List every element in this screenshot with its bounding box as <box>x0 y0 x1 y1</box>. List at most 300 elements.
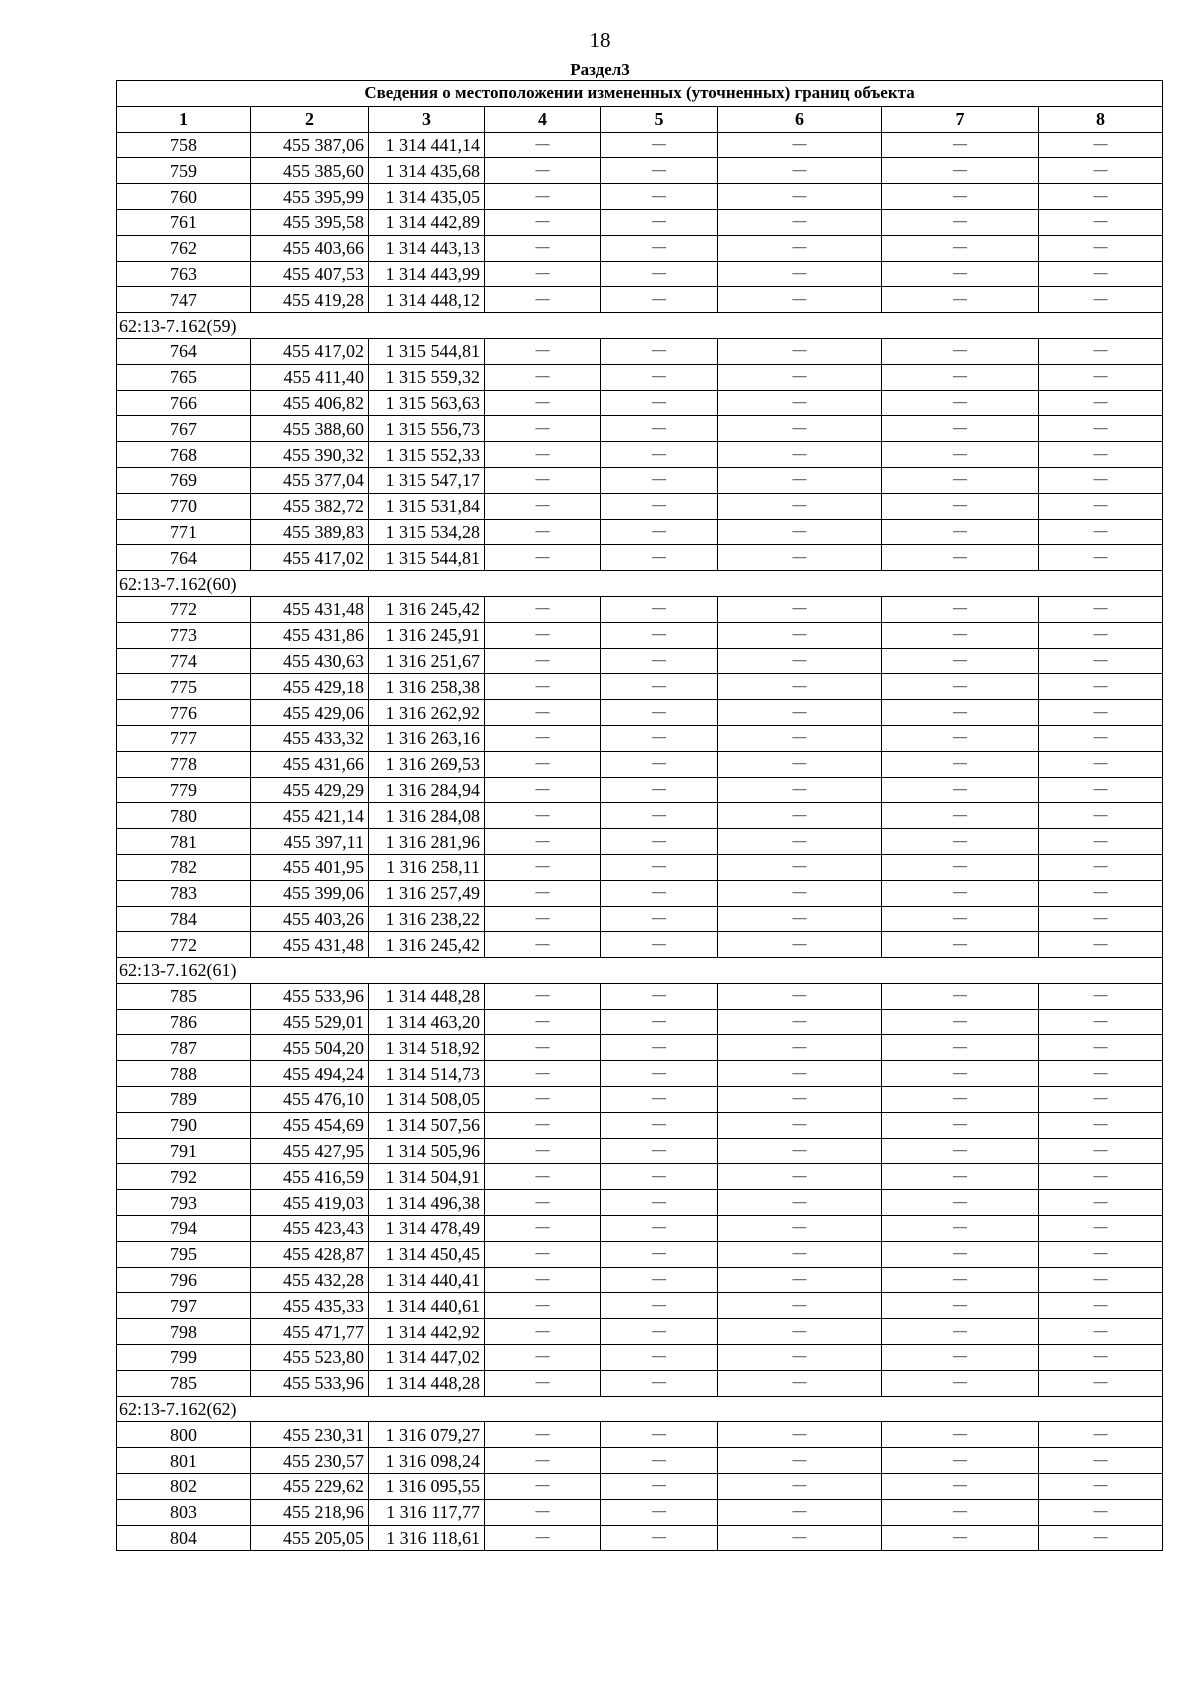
empty-value-dash: — <box>718 1267 882 1293</box>
column-header: 2 <box>251 106 369 132</box>
table-body <box>117 132 1163 1551</box>
table-row <box>117 1216 1163 1242</box>
coordinate-y: 1 314 505,96 <box>369 1138 485 1164</box>
point-number: 788 <box>117 1061 251 1087</box>
coordinate-y: 1 315 544,81 <box>369 338 485 364</box>
empty-value-dash: — <box>1039 235 1163 261</box>
empty-value-dash: — <box>485 1448 601 1474</box>
empty-value-dash: — <box>1039 1241 1163 1267</box>
empty-value-dash: — <box>485 1035 601 1061</box>
empty-value-dash: — <box>485 442 601 468</box>
table-row <box>117 287 1163 313</box>
coordinate-x: 455 395,99 <box>251 184 369 210</box>
coordinate-y: 1 316 245,42 <box>369 596 485 622</box>
point-number: 772 <box>117 932 251 958</box>
empty-value-dash: — <box>1039 829 1163 855</box>
table-row <box>117 1009 1163 1035</box>
boundary-coordinates-table <box>116 80 1163 1551</box>
empty-value-dash: — <box>601 648 718 674</box>
empty-value-dash: — <box>882 184 1039 210</box>
coordinate-y: 1 314 441,14 <box>369 132 485 158</box>
empty-value-dash: — <box>601 1087 718 1113</box>
table-row <box>117 777 1163 803</box>
empty-value-dash: — <box>485 1061 601 1087</box>
point-number: 791 <box>117 1138 251 1164</box>
empty-value-dash: — <box>718 596 882 622</box>
coordinate-y: 1 314 478,49 <box>369 1216 485 1242</box>
empty-value-dash: — <box>882 932 1039 958</box>
empty-value-dash: — <box>601 983 718 1009</box>
empty-value-dash: — <box>882 364 1039 390</box>
table-row <box>117 132 1163 158</box>
empty-value-dash: — <box>718 1525 882 1551</box>
empty-value-dash: — <box>601 1474 718 1500</box>
table-caption: Сведения о местоположении измененных (уточненных) границ объекта <box>117 81 1163 107</box>
empty-value-dash: — <box>718 261 882 287</box>
coordinate-y: 1 314 448,28 <box>369 983 485 1009</box>
empty-value-dash: — <box>1039 442 1163 468</box>
empty-value-dash: — <box>718 906 882 932</box>
empty-value-dash: — <box>601 829 718 855</box>
empty-value-dash: — <box>1039 648 1163 674</box>
point-number: 775 <box>117 674 251 700</box>
coordinate-x: 455 416,59 <box>251 1164 369 1190</box>
empty-value-dash: — <box>601 1370 718 1396</box>
empty-value-dash: — <box>601 596 718 622</box>
empty-value-dash: — <box>601 906 718 932</box>
coordinate-y: 1 314 442,89 <box>369 209 485 235</box>
empty-value-dash: — <box>882 1216 1039 1242</box>
empty-value-dash: — <box>882 1138 1039 1164</box>
column-header: 3 <box>369 106 485 132</box>
coordinate-x: 455 429,18 <box>251 674 369 700</box>
point-number: 786 <box>117 1009 251 1035</box>
coordinate-y: 1 315 531,84 <box>369 493 485 519</box>
empty-value-dash: — <box>882 1241 1039 1267</box>
empty-value-dash: — <box>882 493 1039 519</box>
empty-value-dash: — <box>882 1164 1039 1190</box>
empty-value-dash: — <box>1039 519 1163 545</box>
table-row <box>117 467 1163 493</box>
empty-value-dash: — <box>485 184 601 210</box>
empty-value-dash: — <box>1039 390 1163 416</box>
empty-value-dash: — <box>485 880 601 906</box>
empty-value-dash: — <box>485 1138 601 1164</box>
table-row <box>117 519 1163 545</box>
empty-value-dash: — <box>1039 751 1163 777</box>
empty-value-dash: — <box>485 519 601 545</box>
empty-value-dash: — <box>1039 132 1163 158</box>
empty-value-dash: — <box>601 364 718 390</box>
empty-value-dash: — <box>601 622 718 648</box>
coordinate-y: 1 316 118,61 <box>369 1525 485 1551</box>
empty-value-dash: — <box>485 803 601 829</box>
table-row <box>117 364 1163 390</box>
point-number: 794 <box>117 1216 251 1242</box>
empty-value-dash: — <box>1039 1267 1163 1293</box>
table-row <box>117 1138 1163 1164</box>
empty-value-dash: — <box>882 1448 1039 1474</box>
point-number: 781 <box>117 829 251 855</box>
table-row <box>117 880 1163 906</box>
empty-value-dash: — <box>1039 1293 1163 1319</box>
empty-value-dash: — <box>485 1370 601 1396</box>
parcel-group-row <box>117 313 1163 339</box>
empty-value-dash: — <box>601 1422 718 1448</box>
empty-value-dash: — <box>601 287 718 313</box>
table-row <box>117 1035 1163 1061</box>
empty-value-dash: — <box>485 287 601 313</box>
coordinate-x: 455 403,66 <box>251 235 369 261</box>
table-row <box>117 700 1163 726</box>
empty-value-dash: — <box>485 1216 601 1242</box>
point-number: 759 <box>117 158 251 184</box>
page-number: 18 <box>589 28 611 52</box>
empty-value-dash: — <box>718 338 882 364</box>
point-number: 800 <box>117 1422 251 1448</box>
empty-value-dash: — <box>718 545 882 571</box>
table-row <box>117 674 1163 700</box>
empty-value-dash: — <box>882 545 1039 571</box>
coordinate-y: 1 314 448,12 <box>369 287 485 313</box>
empty-value-dash: — <box>1039 1216 1163 1242</box>
coordinate-y: 1 316 245,42 <box>369 932 485 958</box>
column-header: 1 <box>117 106 251 132</box>
coordinate-y: 1 315 544,81 <box>369 545 485 571</box>
coordinate-y: 1 316 238,22 <box>369 906 485 932</box>
empty-value-dash: — <box>601 1190 718 1216</box>
coordinate-x: 455 230,31 <box>251 1422 369 1448</box>
point-number: 772 <box>117 596 251 622</box>
coordinate-x: 455 390,32 <box>251 442 369 468</box>
empty-value-dash: — <box>601 442 718 468</box>
point-number: 785 <box>117 983 251 1009</box>
coordinate-x: 455 411,40 <box>251 364 369 390</box>
coordinate-y: 1 314 463,20 <box>369 1009 485 1035</box>
empty-value-dash: — <box>601 674 718 700</box>
table-row <box>117 1087 1163 1113</box>
point-number: 795 <box>117 1241 251 1267</box>
coordinate-x: 455 429,29 <box>251 777 369 803</box>
empty-value-dash: — <box>485 545 601 571</box>
table-row <box>117 751 1163 777</box>
empty-value-dash: — <box>601 132 718 158</box>
empty-value-dash: — <box>601 854 718 880</box>
coordinate-y: 1 316 284,08 <box>369 803 485 829</box>
empty-value-dash: — <box>601 416 718 442</box>
coordinate-x: 455 429,06 <box>251 700 369 726</box>
empty-value-dash: — <box>718 1293 882 1319</box>
point-number: 790 <box>117 1112 251 1138</box>
empty-value-dash: — <box>1039 1448 1163 1474</box>
empty-value-dash: — <box>485 700 601 726</box>
point-number: 770 <box>117 493 251 519</box>
point-number: 777 <box>117 725 251 751</box>
empty-value-dash: — <box>718 1216 882 1242</box>
empty-value-dash: — <box>485 209 601 235</box>
table-row <box>117 1370 1163 1396</box>
empty-value-dash: — <box>485 829 601 855</box>
table-row <box>117 725 1163 751</box>
coordinate-y: 1 316 098,24 <box>369 1448 485 1474</box>
empty-value-dash: — <box>718 1112 882 1138</box>
empty-value-dash: — <box>882 725 1039 751</box>
empty-value-dash: — <box>1039 261 1163 287</box>
empty-value-dash: — <box>601 1293 718 1319</box>
empty-value-dash: — <box>601 1345 718 1371</box>
coordinate-x: 455 377,04 <box>251 467 369 493</box>
point-number: 798 <box>117 1319 251 1345</box>
coordinate-y: 1 314 507,56 <box>369 1112 485 1138</box>
empty-value-dash: — <box>1039 1009 1163 1035</box>
empty-value-dash: — <box>882 751 1039 777</box>
empty-value-dash: — <box>718 416 882 442</box>
empty-value-dash: — <box>718 622 882 648</box>
table-row <box>117 1112 1163 1138</box>
empty-value-dash: — <box>485 1267 601 1293</box>
coordinate-y: 1 314 442,92 <box>369 1319 485 1345</box>
empty-value-dash: — <box>882 1499 1039 1525</box>
table-row <box>117 1345 1163 1371</box>
coordinate-y: 1 316 095,55 <box>369 1474 485 1500</box>
section-title: Раздел3 <box>570 60 630 79</box>
parcel-number: 62:13-7.162(62) <box>117 1396 1163 1422</box>
empty-value-dash: — <box>882 287 1039 313</box>
empty-value-dash: — <box>1039 493 1163 519</box>
table-row <box>117 416 1163 442</box>
empty-value-dash: — <box>882 1370 1039 1396</box>
point-number: 787 <box>117 1035 251 1061</box>
empty-value-dash: — <box>718 1241 882 1267</box>
table-row <box>117 1190 1163 1216</box>
empty-value-dash: — <box>485 364 601 390</box>
table-row <box>117 1474 1163 1500</box>
empty-value-dash: — <box>485 854 601 880</box>
empty-value-dash: — <box>882 1061 1039 1087</box>
point-number: 778 <box>117 751 251 777</box>
coordinate-x: 455 421,14 <box>251 803 369 829</box>
empty-value-dash: — <box>601 1138 718 1164</box>
coordinate-y: 1 316 262,92 <box>369 700 485 726</box>
empty-value-dash: — <box>601 1499 718 1525</box>
empty-value-dash: — <box>485 158 601 184</box>
coordinate-x: 455 494,24 <box>251 1061 369 1087</box>
empty-value-dash: — <box>485 1112 601 1138</box>
coordinate-y: 1 316 258,11 <box>369 854 485 880</box>
empty-value-dash: — <box>485 467 601 493</box>
empty-value-dash: — <box>601 1035 718 1061</box>
table-row <box>117 209 1163 235</box>
empty-value-dash: — <box>882 622 1039 648</box>
table-row <box>117 1499 1163 1525</box>
empty-value-dash: — <box>882 906 1039 932</box>
point-number: 760 <box>117 184 251 210</box>
empty-value-dash: — <box>485 674 601 700</box>
point-number: 773 <box>117 622 251 648</box>
empty-value-dash: — <box>718 442 882 468</box>
empty-value-dash: — <box>1039 1061 1163 1087</box>
empty-value-dash: — <box>485 1319 601 1345</box>
coordinate-y: 1 315 552,33 <box>369 442 485 468</box>
empty-value-dash: — <box>882 1319 1039 1345</box>
empty-value-dash: — <box>1039 854 1163 880</box>
empty-value-dash: — <box>1039 1499 1163 1525</box>
empty-value-dash: — <box>1039 545 1163 571</box>
coordinate-x: 455 431,48 <box>251 932 369 958</box>
point-number: 802 <box>117 1474 251 1500</box>
empty-value-dash: — <box>718 674 882 700</box>
coordinate-y: 1 314 514,73 <box>369 1061 485 1087</box>
coordinate-x: 455 382,72 <box>251 493 369 519</box>
empty-value-dash: — <box>1039 1422 1163 1448</box>
point-number: 789 <box>117 1087 251 1113</box>
empty-value-dash: — <box>882 1293 1039 1319</box>
empty-value-dash: — <box>718 854 882 880</box>
empty-value-dash: — <box>485 1190 601 1216</box>
empty-value-dash: — <box>1039 725 1163 751</box>
point-number: 763 <box>117 261 251 287</box>
parcel-group-row <box>117 571 1163 597</box>
empty-value-dash: — <box>1039 209 1163 235</box>
coordinate-x: 455 471,77 <box>251 1319 369 1345</box>
coordinate-y: 1 316 263,16 <box>369 725 485 751</box>
empty-value-dash: — <box>718 1319 882 1345</box>
table-row <box>117 390 1163 416</box>
point-number: 768 <box>117 442 251 468</box>
coordinate-x: 455 430,63 <box>251 648 369 674</box>
point-number: 766 <box>117 390 251 416</box>
coordinate-y: 1 316 251,67 <box>369 648 485 674</box>
point-number: 769 <box>117 467 251 493</box>
coordinate-x: 455 419,03 <box>251 1190 369 1216</box>
empty-value-dash: — <box>882 235 1039 261</box>
empty-value-dash: — <box>601 1448 718 1474</box>
empty-value-dash: — <box>1039 364 1163 390</box>
empty-value-dash: — <box>882 983 1039 1009</box>
empty-value-dash: — <box>718 493 882 519</box>
empty-value-dash: — <box>718 209 882 235</box>
coordinate-y: 1 316 281,96 <box>369 829 485 855</box>
empty-value-dash: — <box>1039 906 1163 932</box>
point-number: 785 <box>117 1370 251 1396</box>
column-header-row <box>117 106 1163 132</box>
empty-value-dash: — <box>882 596 1039 622</box>
coordinate-x: 455 504,20 <box>251 1035 369 1061</box>
empty-value-dash: — <box>485 1087 601 1113</box>
point-number: 804 <box>117 1525 251 1551</box>
empty-value-dash: — <box>718 1345 882 1371</box>
empty-value-dash: — <box>882 467 1039 493</box>
empty-value-dash: — <box>718 777 882 803</box>
empty-value-dash: — <box>601 1525 718 1551</box>
empty-value-dash: — <box>1039 1138 1163 1164</box>
empty-value-dash: — <box>718 1035 882 1061</box>
coordinate-x: 455 397,11 <box>251 829 369 855</box>
parcel-group-row <box>117 958 1163 984</box>
table-row <box>117 545 1163 571</box>
empty-value-dash: — <box>718 1061 882 1087</box>
empty-value-dash: — <box>882 338 1039 364</box>
table-row <box>117 1448 1163 1474</box>
empty-value-dash: — <box>1039 467 1163 493</box>
empty-value-dash: — <box>485 1009 601 1035</box>
coordinate-x: 455 406,82 <box>251 390 369 416</box>
empty-value-dash: — <box>718 467 882 493</box>
point-number: 793 <box>117 1190 251 1216</box>
empty-value-dash: — <box>718 1009 882 1035</box>
empty-value-dash: — <box>882 158 1039 184</box>
empty-value-dash: — <box>882 854 1039 880</box>
empty-value-dash: — <box>718 880 882 906</box>
coordinate-x: 455 432,28 <box>251 1267 369 1293</box>
empty-value-dash: — <box>1039 777 1163 803</box>
empty-value-dash: — <box>1039 880 1163 906</box>
table-caption-row <box>117 81 1163 107</box>
coordinate-x: 455 427,95 <box>251 1138 369 1164</box>
point-number: 774 <box>117 648 251 674</box>
empty-value-dash: — <box>485 932 601 958</box>
empty-value-dash: — <box>882 777 1039 803</box>
coordinate-y: 1 314 448,28 <box>369 1370 485 1396</box>
empty-value-dash: — <box>485 1422 601 1448</box>
empty-value-dash: — <box>882 648 1039 674</box>
column-header: 4 <box>485 106 601 132</box>
coordinate-x: 455 454,69 <box>251 1112 369 1138</box>
coordinate-x: 455 403,26 <box>251 906 369 932</box>
empty-value-dash: — <box>1039 416 1163 442</box>
empty-value-dash: — <box>718 932 882 958</box>
coordinate-x: 455 476,10 <box>251 1087 369 1113</box>
parcel-number: 62:13-7.162(59) <box>117 313 1163 339</box>
empty-value-dash: — <box>882 829 1039 855</box>
parcel-group-row <box>117 1396 1163 1422</box>
empty-value-dash: — <box>718 364 882 390</box>
coordinate-y: 1 314 518,92 <box>369 1035 485 1061</box>
coordinate-y: 1 314 440,61 <box>369 1293 485 1319</box>
empty-value-dash: — <box>601 545 718 571</box>
coordinate-x: 455 389,83 <box>251 519 369 545</box>
empty-value-dash: — <box>882 1525 1039 1551</box>
table-row <box>117 1525 1163 1551</box>
empty-value-dash: — <box>1039 1345 1163 1371</box>
coordinate-x: 455 395,58 <box>251 209 369 235</box>
empty-value-dash: — <box>718 700 882 726</box>
empty-value-dash: — <box>882 416 1039 442</box>
parcel-number: 62:13-7.162(61) <box>117 958 1163 984</box>
empty-value-dash: — <box>882 1345 1039 1371</box>
coordinate-x: 455 407,53 <box>251 261 369 287</box>
empty-value-dash: — <box>882 1474 1039 1500</box>
coordinate-y: 1 316 257,49 <box>369 880 485 906</box>
coordinate-y: 1 314 450,45 <box>369 1241 485 1267</box>
empty-value-dash: — <box>718 983 882 1009</box>
point-number: 792 <box>117 1164 251 1190</box>
empty-value-dash: — <box>485 132 601 158</box>
empty-value-dash: — <box>601 338 718 364</box>
empty-value-dash: — <box>882 390 1039 416</box>
point-number: 779 <box>117 777 251 803</box>
table-row <box>117 235 1163 261</box>
point-number: 784 <box>117 906 251 932</box>
table-row <box>117 338 1163 364</box>
empty-value-dash: — <box>485 1345 601 1371</box>
point-number: 776 <box>117 700 251 726</box>
empty-value-dash: — <box>1039 803 1163 829</box>
empty-value-dash: — <box>718 1370 882 1396</box>
empty-value-dash: — <box>882 1267 1039 1293</box>
coordinate-y: 1 314 440,41 <box>369 1267 485 1293</box>
empty-value-dash: — <box>1039 596 1163 622</box>
